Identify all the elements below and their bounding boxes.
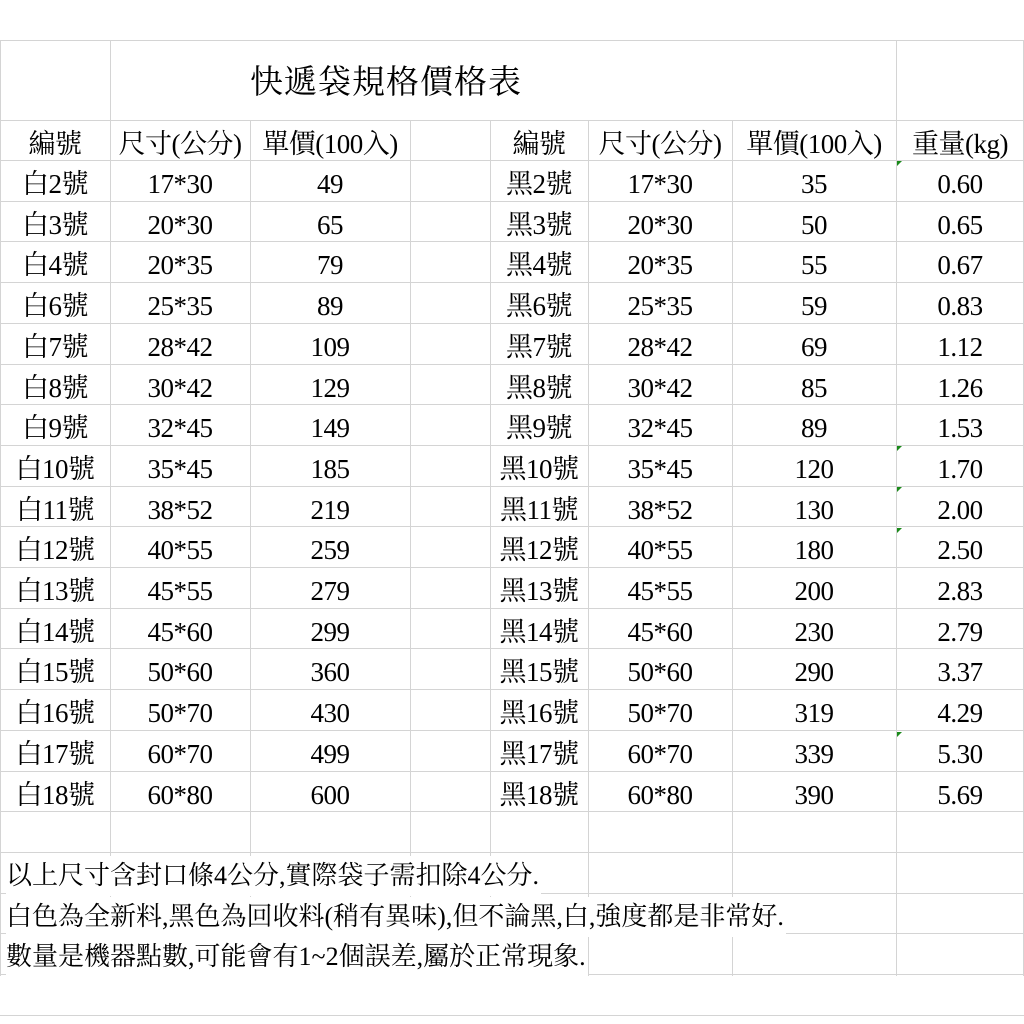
white-bag-size: 35*45	[147, 454, 213, 484]
bag-weight: 2.79	[937, 617, 983, 647]
table-row	[0, 775, 1024, 815]
black-bag-id: 黑16號	[499, 698, 579, 728]
bag-weight: 1.70	[937, 454, 983, 484]
table-row	[0, 530, 1024, 570]
black-bag-id: 黑4號	[506, 250, 572, 280]
black-bag-id: 黑18號	[499, 780, 579, 810]
white-bag-id: 白13號	[15, 576, 95, 606]
black-bag-size: 40*55	[627, 535, 693, 565]
column-header: 尺寸(公分)	[118, 129, 242, 159]
black-bag-size: 20*35	[627, 250, 693, 280]
black-bag-price: 180	[794, 535, 834, 565]
black-bag-id: 黑9號	[506, 413, 572, 443]
black-bag-price: 200	[794, 576, 834, 606]
black-bag-price: 339	[794, 739, 834, 769]
white-bag-id: 白3號	[22, 210, 88, 240]
black-bag-size: 35*45	[627, 454, 693, 484]
black-bag-id: 黑17號	[499, 739, 579, 769]
white-bag-size: 30*42	[147, 373, 213, 403]
table-row	[0, 734, 1024, 774]
bag-weight: 1.12	[937, 332, 983, 362]
black-bag-id: 黑10號	[499, 454, 579, 484]
white-bag-id: 白16號	[15, 698, 95, 728]
white-bag-price: 600	[310, 780, 350, 810]
black-bag-size: 25*35	[627, 291, 693, 321]
comment-indicator-icon	[897, 732, 902, 737]
black-bag-price: 130	[794, 495, 834, 525]
column-header: 重量(kg)	[912, 129, 1008, 159]
bag-weight: 0.67	[937, 250, 983, 280]
white-bag-price: 185	[310, 454, 350, 484]
black-bag-id: 黑12號	[499, 535, 579, 565]
white-bag-size: 40*55	[147, 535, 213, 565]
white-bag-size: 38*52	[147, 495, 213, 525]
table-row	[0, 164, 1024, 204]
black-bag-id: 黑6號	[506, 291, 572, 321]
black-bag-size: 17*30	[627, 169, 693, 199]
table-row	[0, 205, 1024, 245]
table-row	[0, 490, 1024, 530]
sheet-title: 快遞袋規格價格表	[250, 62, 522, 101]
white-bag-price: 65	[317, 210, 343, 240]
bag-weight: 5.30	[937, 739, 983, 769]
black-bag-price: 35	[801, 169, 827, 199]
column-header: 單價(100入)	[262, 129, 398, 159]
white-bag-price: 49	[317, 169, 343, 199]
black-bag-size: 30*42	[627, 373, 693, 403]
table-row	[0, 408, 1024, 448]
comment-indicator-icon	[897, 528, 902, 533]
white-bag-size: 32*45	[147, 413, 213, 443]
white-bag-price: 279	[310, 576, 350, 606]
white-bag-id: 白18號	[15, 780, 95, 810]
column-header: 編號	[512, 129, 566, 159]
white-bag-size: 17*30	[147, 169, 213, 199]
black-bag-price: 89	[801, 413, 827, 443]
bag-weight: 2.83	[937, 576, 983, 606]
white-bag-size: 60*70	[147, 739, 213, 769]
black-bag-price: 390	[794, 780, 834, 810]
comment-indicator-icon	[897, 446, 902, 451]
white-bag-price: 129	[310, 373, 350, 403]
black-bag-size: 50*70	[627, 698, 693, 728]
white-bag-size: 50*60	[147, 657, 213, 687]
white-bag-id: 白6號	[22, 291, 88, 321]
bag-weight: 2.50	[937, 535, 983, 565]
note-line: 以上尺寸含封口條4公分,實際袋子需扣除4公分.	[6, 856, 541, 896]
white-bag-size: 25*35	[147, 291, 213, 321]
white-bag-size: 45*60	[147, 617, 213, 647]
white-bag-id: 白2號	[22, 169, 88, 199]
white-bag-price: 360	[310, 657, 350, 687]
column-header: 尺寸(公分)	[598, 129, 722, 159]
white-bag-price: 499	[310, 739, 350, 769]
table-row	[0, 612, 1024, 652]
white-bag-size: 28*42	[147, 332, 213, 362]
white-bag-id: 白4號	[22, 250, 88, 280]
table-row	[0, 652, 1024, 692]
white-bag-id: 白7號	[22, 332, 88, 362]
black-bag-id: 黑14號	[499, 617, 579, 647]
white-bag-price: 149	[310, 413, 350, 443]
header-row	[0, 124, 1024, 164]
black-bag-id: 黑2號	[506, 169, 572, 199]
black-bag-id: 黑3號	[506, 210, 572, 240]
white-bag-id: 白10號	[15, 454, 95, 484]
white-bag-price: 89	[317, 291, 343, 321]
bag-weight: 2.00	[937, 495, 983, 525]
column-header: 編號	[28, 129, 82, 159]
table-row	[0, 245, 1024, 285]
white-bag-id: 白11號	[16, 495, 94, 525]
column-header: 單價(100入)	[746, 129, 882, 159]
bag-weight: 1.26	[937, 373, 983, 403]
black-bag-size: 60*70	[627, 739, 693, 769]
black-bag-size: 38*52	[627, 495, 693, 525]
black-bag-id: 黑11號	[500, 495, 578, 525]
white-bag-price: 79	[317, 250, 343, 280]
black-bag-id: 黑7號	[506, 332, 572, 362]
comment-indicator-icon	[897, 487, 902, 492]
black-bag-price: 50	[801, 210, 827, 240]
black-bag-price: 230	[794, 617, 834, 647]
black-bag-price: 85	[801, 373, 827, 403]
table-row	[0, 286, 1024, 326]
black-bag-price: 59	[801, 291, 827, 321]
black-bag-id: 黑13號	[499, 576, 579, 606]
black-bag-size: 60*80	[627, 780, 693, 810]
note-line: 白色為全新料,黑色為回收料(稍有異味),但不論黑,白,強度都是非常好.	[6, 897, 786, 937]
white-bag-size: 60*80	[147, 780, 213, 810]
note-line: 數量是機器點數,可能會有1~2個誤差,屬於正常現象.	[6, 937, 588, 977]
bag-weight: 0.65	[937, 210, 983, 240]
white-bag-id: 白8號	[22, 373, 88, 403]
black-bag-id: 黑15號	[499, 657, 579, 687]
black-bag-size: 45*55	[627, 576, 693, 606]
black-bag-price: 55	[801, 250, 827, 280]
table-row	[0, 327, 1024, 367]
black-bag-id: 黑8號	[506, 373, 572, 403]
table-row	[0, 571, 1024, 611]
white-bag-size: 50*70	[147, 698, 213, 728]
white-bag-id: 白15號	[15, 657, 95, 687]
black-bag-size: 45*60	[627, 617, 693, 647]
black-bag-size: 50*60	[627, 657, 693, 687]
bag-weight: 0.60	[937, 169, 983, 199]
black-bag-size: 28*42	[627, 332, 693, 362]
white-bag-id: 白12號	[15, 535, 95, 565]
comment-indicator-icon	[897, 161, 902, 166]
white-bag-price: 109	[310, 332, 350, 362]
grid-row-line	[0, 852, 1024, 853]
white-bag-price: 299	[310, 617, 350, 647]
white-bag-size: 45*55	[147, 576, 213, 606]
black-bag-price: 319	[794, 698, 834, 728]
bag-weight: 3.37	[937, 657, 983, 687]
black-bag-price: 290	[794, 657, 834, 687]
black-bag-size: 20*30	[627, 210, 693, 240]
white-bag-id: 白9號	[22, 413, 88, 443]
bag-weight: 5.69	[937, 780, 983, 810]
white-bag-price: 219	[310, 495, 350, 525]
white-bag-id: 白14號	[15, 617, 95, 647]
white-bag-size: 20*35	[147, 250, 213, 280]
white-bag-price: 430	[310, 698, 350, 728]
white-bag-size: 20*30	[147, 210, 213, 240]
black-bag-price: 120	[794, 454, 834, 484]
white-bag-price: 259	[310, 535, 350, 565]
bag-weight: 1.53	[937, 413, 983, 443]
grid-row-line	[0, 120, 1024, 121]
black-bag-size: 32*45	[627, 413, 693, 443]
black-bag-price: 69	[801, 332, 827, 362]
white-bag-id: 白17號	[15, 739, 95, 769]
table-row	[0, 693, 1024, 733]
bag-weight: 4.29	[937, 698, 983, 728]
bag-weight: 0.83	[937, 291, 983, 321]
table-row	[0, 368, 1024, 408]
grid-row-line	[0, 1015, 1024, 1016]
table-row	[0, 449, 1024, 489]
